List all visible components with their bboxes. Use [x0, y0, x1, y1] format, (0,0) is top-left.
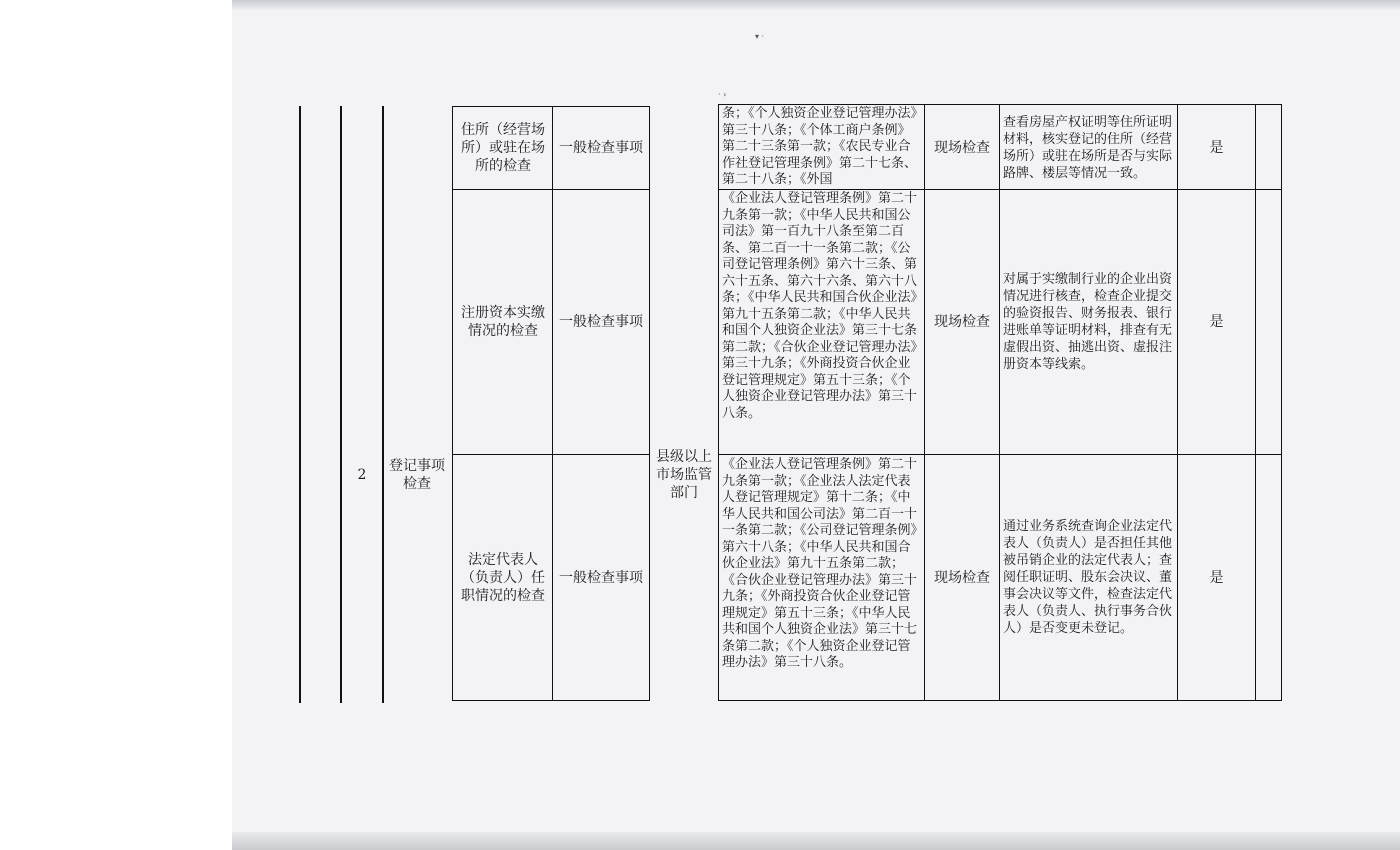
inspection-method-type: 现场检查 [934, 569, 990, 586]
grid-line [1255, 104, 1256, 701]
check-item: 法定代表人（负责人）任职情况的检查 [461, 551, 545, 604]
check-category: 登记事项检查 [389, 458, 445, 492]
legal-basis: 条；《个人独资企业登记管理办法》第三十八条；《个体工商户条例》第二十三条第一款；《农民专业合作社登记管理条例》第二十七条、第二十八条；《外国 [722, 106, 918, 187]
grid-line [718, 104, 1282, 105]
legal-basis: 《企业法人登记管理条例》第二十九条第一款；《企业法人法定代表人登记管理规定》第十二条；《中华人民共和国公司法》第二百一十一条第二款；《公司登记管理条例》第六十八条；《中华人民共和国合伙企业法》第九十五条第二款；《合伙企业登记管理办法》第三十九条；《外商投资合伙企业登记管理规定》第五十三条；《中华人民共和国个人独资企业法》第三十七条第二款；《个人独资企业登记管理办法》第三十八条。 [722, 457, 918, 670]
inspection-content: 对属于实缴制行业的企业出资情况进行核查，检查企业提交的验资报告、财务报表、银行进账单等证明材料，排查有无虚假出资、抽逃出资、虚报注册资本等线索。 [1003, 272, 1173, 372]
public-flag: 是 [1209, 314, 1224, 330]
left-rule-1 [299, 106, 301, 703]
inspection-method-type: 现场检查 [934, 314, 990, 330]
inspection-content: 通过业务系统查询企业法定代表人（负责人）是否担任其他被吊销企业的法定代表人；查阅任职证明、股东会决议、董事会决议等文件，检查法定代表人（负责人、执行事务合伙人）是否变更未登记。 [1003, 519, 1173, 636]
check-item: 住所（经营场所）或驻在场所的检查 [461, 122, 545, 174]
scan-top-edge [232, 0, 1400, 10]
scan-bottom-edge [232, 832, 1400, 850]
check-type: 一般检查事项 [559, 569, 643, 586]
public-flag: 是 [1209, 140, 1224, 156]
grid-line [452, 700, 650, 701]
left-rule-2 [340, 106, 342, 703]
legal-basis: 《企业法人登记管理条例》第二十九条第一款；《中华人民共和国公司法》第一百九十八条至第二百条、第二百一十一条第二款；《公司登记管理条例》第六十三条、第六十五条、第六十六条、第六十八条；《中华人民共和国合伙企业法》第九十五条第二款；《中华人民共和国个人独资企业法》第三十七条第二款；《合伙企业登记管理办法》第三十九条；《外商投资合伙企业登记管理规定》第五十三条；《个人独资企业登记管理办法》第三十八条。 [722, 191, 918, 421]
check-type: 一般检查事项 [559, 314, 643, 330]
inspection-method-type: 现场检查 [934, 140, 990, 156]
scan-mark: · › [718, 90, 727, 99]
scan-specks: ▾ · [755, 32, 765, 41]
check-type: 一般检查事项 [559, 140, 643, 156]
grid-line [1281, 104, 1282, 701]
grid-line [649, 106, 650, 701]
responsible-agency: 县级以上市场监管部门 [656, 449, 712, 501]
grid-line [452, 106, 453, 701]
check-item: 注册资本实缴情况的检查 [461, 305, 545, 339]
grid-line [718, 700, 1282, 701]
serial-number: 2 [357, 467, 367, 483]
inspection-content: 查看房屋产权证明等住所证明材料，核实登记的住所（经营场所）或驻在场所是否与实际路牌、楼层等情况一致。 [1003, 114, 1173, 181]
left-rule-3 [382, 106, 384, 703]
public-flag: 是 [1209, 569, 1224, 586]
